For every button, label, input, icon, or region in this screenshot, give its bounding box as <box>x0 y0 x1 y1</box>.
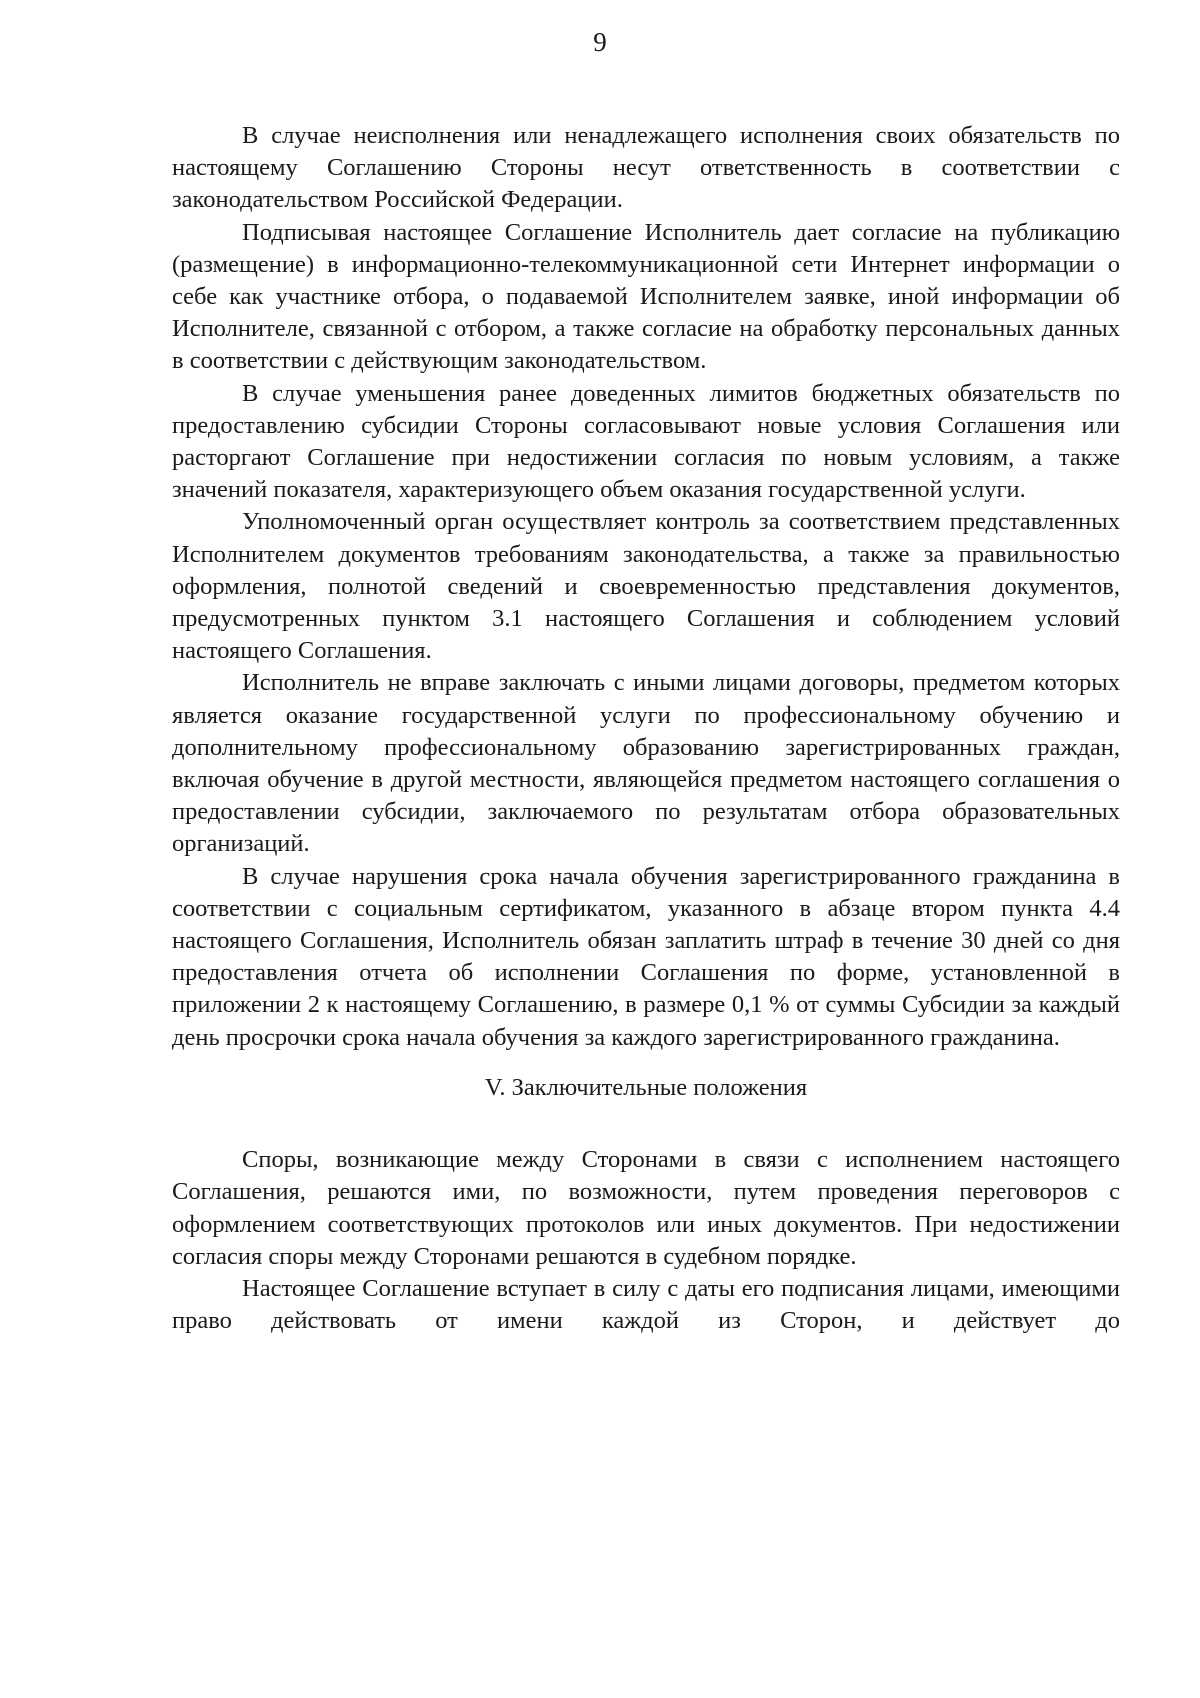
section-heading: V. Заключительные положения <box>484 1073 808 1101</box>
paragraph-liability: В случае неисполнения или ненадлежащего исполнения своих обязательств по настоящему Соглашению Стороны несут ответственность в соответствии с законодательством Российской Федерации. <box>172 122 1120 214</box>
paragraph-contract-restriction: Исполнитель не вправе заключать с иными лицами договоры, предметом которых является оказание государственной услуги по профессиональному обучению и дополнительному профессиональному образованию зарегистрированных граждан, включая обучение в другой местности, являющейся предметом настоящего соглашения о предоставлении субсидии, заключаемого по результатам отбора образовательных организаций. <box>172 669 1120 858</box>
paragraph-effective-date: Настоящее Соглашение вступает в силу с даты его подписания лицами, имеющими право действовать от имени каждой из Сторон, и действует до <box>172 1274 1120 1335</box>
paragraph-control: Уполномоченный орган осуществляет контроль за соответствием представленных Исполнителем документов требованиям законодательства, а также за правильностью оформления, полнотой сведений и своевременностью представления документов, предусмотренных пунктом 3.1 настоящего Соглашения и соблюдением условий настоящего Соглашения. <box>172 508 1120 665</box>
paragraph-budget-limits: В случае уменьшения ранее доведенных лимитов бюджетных обязательств по предоставлению субсидии Стороны согласовывают новые условия Соглашения или расторгают Соглашение при недостижении согласия по новым условиям, а также значений показателя, характеризующего объем оказания государственной услуги. <box>172 379 1120 504</box>
page-number: 9 <box>593 27 607 57</box>
paragraph-publication-consent: Подписывая настоящее Соглашение Исполнитель дает согласие на публикацию (размещение) в информационно-телекоммуникационной сети Интернет информации о себе как участнике отбора, о подаваемой Исполнителем заявке, иной информации об Исполнителе, связанной с отбором, а также согласие на обработку персональных данных в соответствии с действующим законодательством. <box>172 218 1120 375</box>
document-body <box>172 120 1120 1337</box>
paragraph-disputes: Споры, возникающие между Сторонами в связи с исполнением настоящего Соглашения, решаются ими, по возможности, путем проведения переговоров с оформлением соответствующих протоколов или иных документов. При недостижении согласия споры между Сторонами решаются в судебном порядке. <box>172 1146 1120 1270</box>
paragraph-penalty: В случае нарушения срока начала обучения зарегистрированного гражданина в соответствии с социальным сертификатом, указанного в абзаце втором пункта 4.4 настоящего Соглашения, Исполнитель обязан заплатить штраф в течение 30 дней со дня предоставления отчета об исполнении Соглашения по форме, установленной в приложении 2 к настоящему Соглашению, в размере 0,1 % от суммы Субсидии за каждый день просрочки срока начала обучения за каждого зарегистрированного гражданина. <box>172 862 1120 1051</box>
